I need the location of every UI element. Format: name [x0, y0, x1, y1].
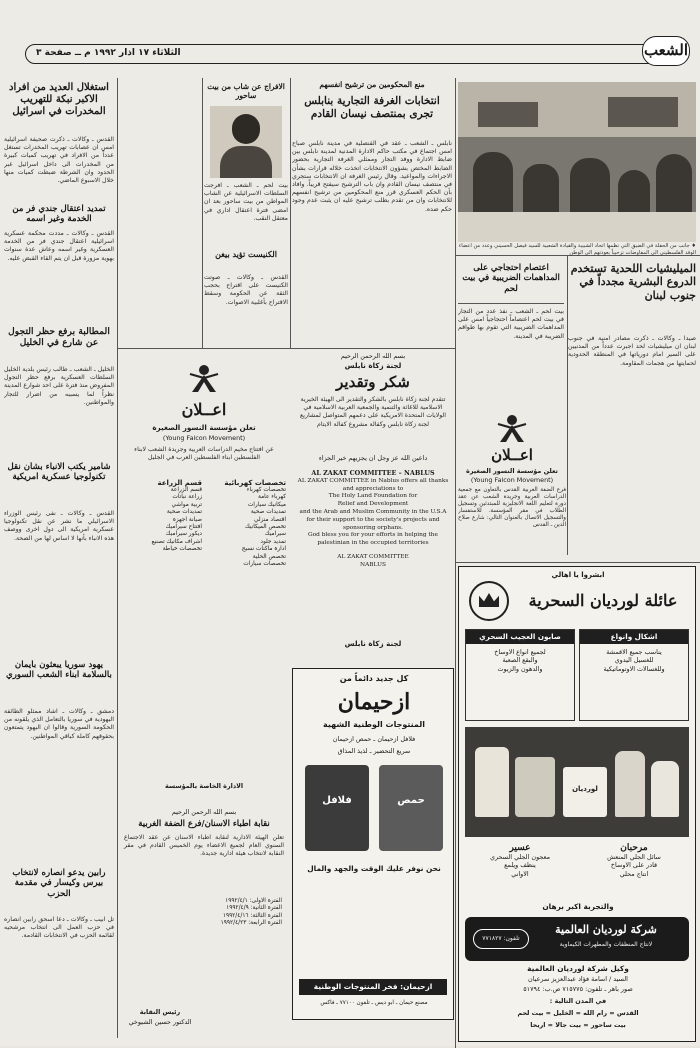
product-box-3: مرحبان سائل الجلي المنعش قادر على الاوساخ انتاج محلي — [607, 843, 661, 878]
headline-lebanon: الميليشيات اللحدية تستخدم الدروع البشرية مجدداً في جنوب لبنان — [570, 262, 696, 302]
courses-left-col: قسم الزراعة قسم الزراعة زراعة نباتات تربية مواشي تمديدات صحية صيانة اجهزة افتتاح سيراميك ديكور سيراميك اشراف مكانيك تصنيع تخصصات خياطة — [151, 479, 202, 553]
ad-falcons-courses: اعــلان تعلن مؤسسة النسور الصغيرة (Young Falcon Movement) عن افتتاح مخيم الدراسات العربية وجريدة الشعب لابناء الفلسطين ابناء الفلسطين العرب في الجليل تخصصات كهربائية تخصصات كهرباء كهرباء عامة ميكانيك سيارات تمديدات صحية اقتصاد منزلي تخصص الميكانيك سيراميك تمديد جلود ادارة ماكنات نسيج تخصص الحلية تخصصات سيارات قسم الزراعة قسم الزراعة زراعة نباتات تربية مواشي تمديدات صحية صيانة اجهزة افتتاح سيراميك ديكور سيراميك اشراف مكانيك تصنيع تخصصات خياطة الادارة الخاصة بالمؤسسة — [120, 352, 288, 804]
headline-soldier: تمديد اعتقال جندي فر من الخدمة وغير اسمه — [12, 204, 106, 225]
headline-rabin: رابين يدعو انصاره لانتخاب بيرس وكيسار في مقدمة الحزب — [12, 868, 106, 899]
body-drugs: القدس ـ وكالات ـ ذكرت صحيفة اسرائيلية امس ان عصابات تهريب المخدرات تستغل عدداً من الافراد في تهريب كميات كبيرة من المخدرات الى داخل اسرائيل عبر الحدود وان الشرطة ضبطت كميات منها خلال الاسبوع الماضي. — [4, 136, 114, 185]
kicker-chamber: منع المحكومين من ترشيح انفسهم — [319, 80, 425, 89]
photo-caption: ♦ جانب من الحفلة في الضيق التي نظمها اتحاد الشبيبة والقيادة الشعبية للسيد فيصل الحسيني وعدد من اعضاء الوفد الفلسطيني الى المفاوضات ترحيباً بعودتهم الى الوطن — [458, 243, 696, 256]
falafel-package: فلافل — [305, 765, 369, 851]
body-lebanon: صيدا ـ وكالات ـ ذكرت مصادر امنية في جنوب لبنان ان ميليشيات لحد اجبرت عدداً من المدنيين على السير امام دورياتها في المنطقة الحدودية لحمايتها من هجمات المقاومة. — [568, 335, 696, 367]
falcon-logo-icon — [492, 412, 532, 446]
headline-protest: اعتصام احتجاجي على المداهمات الضريبية في بيت لحم — [458, 262, 564, 304]
headline-release: الافراج عن شاب من بيت ساحور — [207, 82, 285, 101]
falcon-logo-icon — [182, 362, 226, 396]
courses-right-col: تخصصات كهربائية تخصصات كهرباء كهرباء عامة ميكانيك سيارات تمديدات صحية اقتصاد منزلي تخصص الميكانيك سيراميك تمديد جلود ادارة ماكنات نسيج تخصص الحلية تخصصات سيارات — [224, 479, 286, 568]
lordian-banner: شركة لورديان العالمية لانتاج المنظفات والمطهرات الكيماوية تلفون: ٧٧١٨٢٧ — [465, 917, 689, 961]
ad-lordian: ابشروا يا اهالي عائلة لورديان السحرية اشكال وانواع يناسب جميع الاقمشة للغسيل اليدوي وللغسالات الاوتوماتيكية صابون العجيب السحري لجميع انواع الاوساخ والبقع الصعبة والدهون والزيوت لورديان مرحبان سائل الجلي المنعش قادر على الاوساخ انتاج محلي عسير معجون الجلي السحري ينظف ويلمع الاواني والتجربة اكبر برهان شركة لورديان العالمية لانتاج المنظفات والمطهرات الكيماوية تلفون: ٧٧١٨٢٧ وكيل شركة لورديان العالمية السيد / اسامة فؤاد عبدالعزيز سرعيان صور باهر ـ تلفون: ٧١٥٧٧٥ ص.ب: ٥١٧٩٤ في المدن التالية : القدس = رام الله = الخليل = بيت لحم بيت ساحور = بيت جالا = اريحا — [458, 566, 696, 1042]
page-header-bar — [25, 44, 675, 64]
product-box-2: صابون العجيب السحري لجميع انواع الاوساخ والبقع الصعبة والدهون والزيوت — [465, 629, 575, 721]
headline-curfew: المطالبة برفع حظر التجول عن شارع في الخليل — [8, 326, 110, 349]
ad-zakat: بسم الله الرحمن الرحيم لجنة زكاة نابلس شكر وتقدير تتقدم لجنة زكاة نابلس بالشكر والتقدير الى الهيئة الخيرية الاسلامية للاغاثة والتنمية والجمعية العربية الاسلامية في الولايات المتحدة الامريكية على دعمهم المتواصل لمشاريع لجنة زكاة نابلس وكفالة مشروع كفالة الايتام داعين الله عز وجل ان يجزيهم خير الجزاء AL ZAKAT COMMITTEE – NABLUS AL ZAKAT COMMITTEE in Nablus offers all thanks and appreciations to The Holy Land Foundation for Relief and Development and the Arab and Muslim Community in the U.S.A for their support to the society's projects and sponsoring orphans. God bless you for your efforts in helping the palestinian in the occupied territories AL ZAKAT COMMITTEE NABLUS لجنة زكاة نابلس — [297, 352, 449, 648]
body-syria: دمشق ـ وكالات ـ اشاد ممثلو الطائفة اليهودية في سوريا بالتعامل الذي يلقونه من الحكومة السورية وقالوا ان اليهود يتمتعون بحقوقهم كاملة كباقي المواطنين. — [4, 708, 114, 740]
headline-knesset: الكنيست تؤيد بيغن — [215, 250, 277, 259]
hummus-package: حمص — [379, 765, 443, 851]
crown-logo-icon — [469, 581, 509, 621]
headline-syria: يهود سوريا يبعثون بأيمان بالسلامة ابناء الشعب السوري — [6, 660, 112, 681]
product-box-1: اشكال وانواع يناسب جميع الاقمشة للغسيل اليدوي وللغسالات الاوتوماتيكية — [579, 629, 689, 721]
body-shamir: القدس ـ وكالات ـ نفى رئيس الوزراء الاسرائيلي ما نشر عن نقل تكنولوجيا عسكرية امريكية الى دول اخرى ووصف هذه الانباء بأنها لا اساس لها من الصحة. — [4, 510, 114, 542]
headline-chamber: انتخابات الغرفة التجارية بنابلس تجرى بمنتصف نيسان القادم — [304, 95, 440, 120]
product-box-4: عسير معجون الجلي السحري ينظف ويلمع الاواني — [489, 843, 551, 878]
body-knesset: القدس ـ وكالات ـ صوتت الكنيست على اقتراح بحجب الثقة عن الحكومة وسقط الاقتراح بأغلبية الاصوات. — [204, 274, 288, 306]
ad-dentists: بسم الله الرحمن الرحيم نقابة اطباء الاسنان/فرع الضفة الغربية تعلن الهيئة الادارية لنقابة اطباء الاسنان عن عقد الاجتماع السنوي العام لجميع الاعضاء يوم الخميس القادم في مقر النقابة لانتخاب هيئة ادارية جديدة. الفترة الاولى: ١٩٩٢/٤/١ الفترة الثانية: ١٩٩٢/٤/٩ الفترة الثالثة: ١٩٩٢/٤/١٦ الفترة الرابعة: ١٩٩٢/٤/٢٣ رئيس النقابة الدكتور حسين الشيوخي — [124, 808, 284, 1026]
body-rabin: تل ابيب ـ وكالات ـ دعا اسحق رابين انصاره في حزب العمل الى انتخاب مرشحيه لقائمة الحزب في الانتخابات القادمة. — [4, 916, 114, 940]
products-photo: لورديان — [465, 727, 689, 837]
body-curfew: الخليل ـ الشعب ـ طالب رئيس بلدية الخليل السلطات العسكرية برفع حظر التجول المفروض منذ فترة على احد شوارع المدينة نظراً لما يسببه من اضرار للتجار والمواطنين. — [4, 366, 114, 406]
issue-date-line: الثلاثاء ١٧ اذار ١٩٩٢ م ــ صفحة ٣ — [36, 48, 181, 58]
body-release: بيت لحم ـ الشعب ـ افرجت السلطات الاسرائيلية عن الشاب المواطن من بيت ساحور بعد ان امضى فترة اعتقال اداري في معتقل النقب. — [204, 182, 288, 222]
body-chamber: نابلس ـ الشعب ـ عقد في القنصلية في مدينة نابلس صباح امس اجتماع في مكتب حاكم الادارة المدنية لمدينة نابلس بين ضابط الادارة ووفد التجار وممثلي الغرفة التجارية بحضور الضابط المختص بشؤون الانتخابات اتخذت خلاله قرارات بشأن الاجراءات والمواعيد. وقال رئيس الغرفة ان الانتخابات ستجري في منتصف نيسان القادم وان باب الترشيح سيفتح قريباً. وافاد بأن الحكم العسكري قرر منع المحكومين من ترشيح انفسهم للانتخابات وان من تقدم بطلب ترشيح عليه ان يثبت عدم وجود حكم ضده. — [292, 140, 452, 213]
ad-izhiman: كل جديد دائماً من ازحيمان المنتوجات الوطنية الشهية فلافل ازحيمان ـ حمص ازحيمان سريع التحضير ـ لذيذ المذاق فلافل حمص نحن نوفر عليك الوقت والجهد والمال ازحيمان: فخر المنتوجات الوطنية مصنع حيمان ـ ابو ديس ـ تلفون ٧٧١٠٠ ـ فاكس — [292, 668, 454, 1020]
ad-falcons-right: اعــلان تعلن مؤسسة النسور الصغيرة (Young Falcon Movement) فرع الضفة الغربية القدس بالتعاون مع جمعية الدراسات العربية وجريدة الشعب عن عقد دورة لتعليم اللغة الانجليزية للمبتدئين وتسجيل الطلاب في مقر المؤسسة. للاستفسار والتسجيل الاتصال بالعنوان التالي: شارع صلاح الدين ـ القدس — [458, 412, 566, 557]
body-soldier: القدس ـ وكالات ـ مددت محكمة عسكرية اسرائيلية اعتقال جندي فر من الخدمة العسكرية وغير اسمه وعاش عدة سنوات بهوية مزورة قبل ان يتم القاء القبض عليه. — [4, 230, 114, 262]
section-title: الشعب — [642, 36, 690, 66]
portrait-photo — [210, 106, 282, 178]
headline-drugs: استغلال العديد من افراد الاكبر نبكة للتهريب المخدرات في اسرائيل — [9, 82, 109, 118]
body-protest: بيت لحم ـ الشعب ـ نفذ عدد من التجار في بيت لحم اعتصاماً احتجاجياً امس على المداهمات الضريبية التي تقوم بها طواقم الضريبة في المدينة. — [458, 308, 564, 340]
zakat-english: AL ZAKAT COMMITTEE – NABLUS AL ZAKAT COMMITTEE in Nablus offers all thanks and appreciations to The Holy Land Foundation for Relief and Development and the Arab and Muslim Community in the U.S.A for their support to the society's projects and sponsoring orphans. God bless you for your efforts in helping the palestinian in the occupied territories AL ZAKAT COMMITTEE NABLUS — [297, 469, 449, 568]
headline-shamir: شامير يكتب الانباء بشأن نقل تكنولوجيا عسكرية امريكية — [7, 462, 111, 483]
event-photo — [458, 82, 696, 242]
